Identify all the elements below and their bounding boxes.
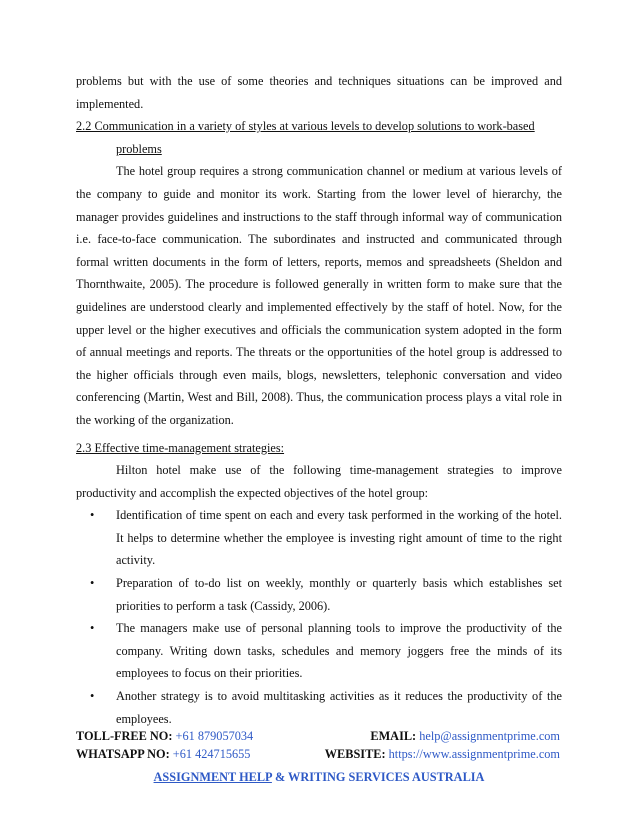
bullet-icon: • <box>90 689 95 704</box>
section-2-2-heading-line1: 2.2 Communication in a variety of styles at various levels to develop solutions to work-based <box>76 119 535 134</box>
section-2-2-paragraph: The hotel group requires a strong communication channel or medium at various levels of the company to guide and monitor its work. Starting from the lower level of hierarchy, the manager provides guidelines and instructions to the staff through informal way of communication i.e. face-to-face communication. The subordinates and instructed and communicated through formal written documents in the form of letters, reports, memos and spreadsheets (Sheldon and Thornthwaite, 2005). The procedure is followed generally in written form to make sure that the guidelines are understood clearly and implemented effectively by the staff of hotel. Now, for the upper level or the higher executives and officials the communication system adopted in the form of annual meetings and reports. The threats or the opportunities of the hotel group is addressed to the higher officials through even mails, blogs, newsletters, telephonic conversation and video conferencing (Martin, West and Bill, 2008). Thus, the communication process plays a vital role in the working of the organization. <box>76 164 562 427</box>
document-body <box>76 70 562 730</box>
tollfree-number[interactable]: +61 879057034 <box>175 729 254 743</box>
tollfree-label: TOLL-FREE NO: <box>76 729 173 743</box>
footer-banner <box>0 770 638 785</box>
email-link[interactable]: help@assignmentprime.com <box>419 729 560 743</box>
bullet-icon: • <box>90 576 95 591</box>
intro-paragraph: problems but with the use of some theories and techniques situations can be improved and implemented. <box>76 74 562 111</box>
list-item <box>76 504 562 572</box>
email-block <box>370 727 562 745</box>
list-item-text: The managers make use of personal planning tools to improve the productivity of the company. Writing down tasks, schedules and memory joggers free the minds of its employees to focus on their priorities. <box>116 621 562 681</box>
section-2-2-heading <box>76 115 562 160</box>
list-item-text: Another strategy is to avoid multitasking activities as it reduces the productivity of the employees. <box>116 689 562 726</box>
tollfree-block <box>76 727 253 745</box>
list-item-text: Preparation of to-do list on weekly, monthly or quarterly basis which establishes set priorities to perform a task (Cassidy, 2006). <box>116 576 562 613</box>
footer-row-1 <box>76 727 562 745</box>
whatsapp-number[interactable]: +61 424715655 <box>172 747 251 761</box>
website-block <box>325 745 562 763</box>
banner-rest-text: & WRITING SERVICES AUSTRALIA <box>271 770 485 784</box>
section-2-3-heading: 2.3 Effective time-management strategies: <box>76 440 285 455</box>
footer-row-2 <box>76 745 562 763</box>
list-item-text: Identification of time spent on each and every task performed in the working of the hotel. It helps to determine whether the employee is investing right amount of time to the right activity. <box>116 508 562 568</box>
website-link[interactable]: https://www.assignmentprime.com <box>388 747 560 761</box>
list-item <box>76 572 562 617</box>
bullet-icon: • <box>90 621 95 636</box>
email-label: EMAIL: <box>370 729 417 743</box>
whatsapp-label: WHATSAPP NO: <box>76 747 170 761</box>
section-2-2-heading-line2: problems <box>116 141 162 156</box>
website-label: WEBSITE: <box>324 747 386 761</box>
page-footer <box>76 727 562 763</box>
whatsapp-block <box>76 745 250 763</box>
assignment-help-link[interactable]: ASSIGNMENT HELP <box>153 770 272 784</box>
list-item <box>76 617 562 685</box>
section-2-3-paragraph: Hilton hotel make use of the following time-management strategies to improve productivity and accomplish the expected objectives of the hotel group: <box>76 463 562 500</box>
list-item <box>76 685 562 730</box>
strategy-list <box>76 504 562 730</box>
bullet-icon: • <box>90 508 95 523</box>
